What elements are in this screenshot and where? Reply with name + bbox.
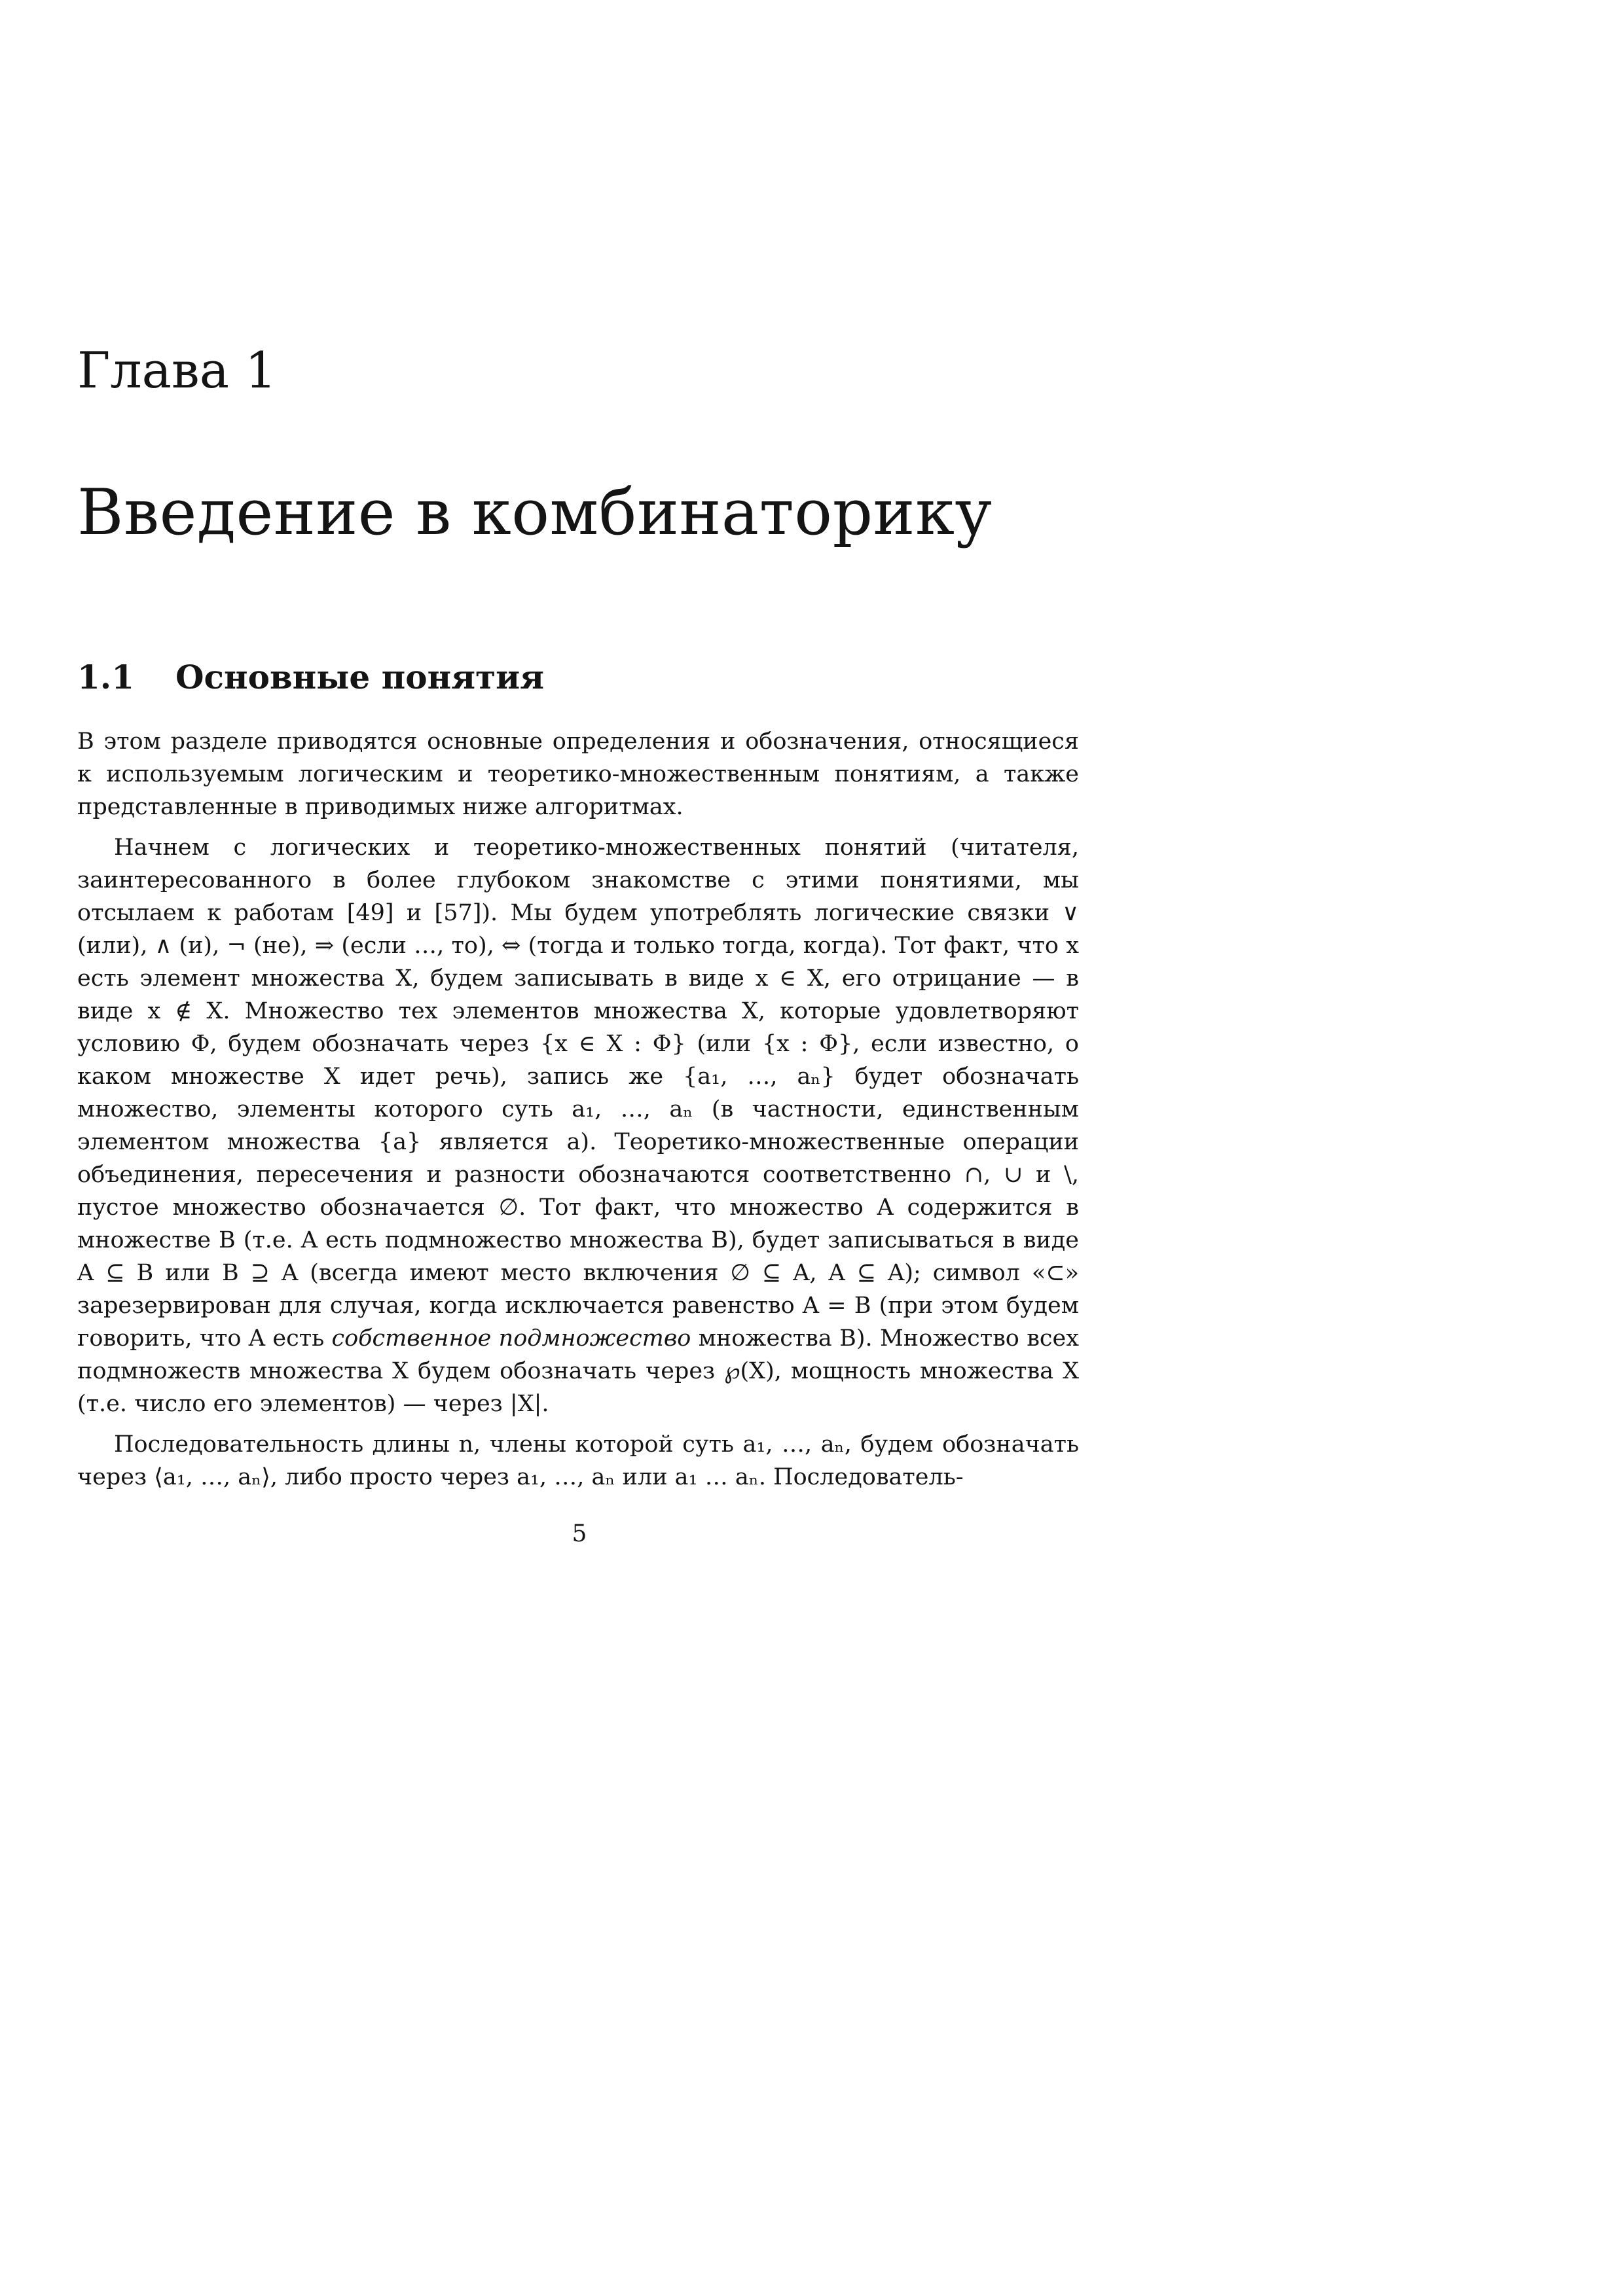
paragraph-2 [77, 831, 1079, 1420]
paragraph-2-main: Начнем с логических и теоретико-множественных понятий (читателя, заинтересованного в более глубоком знакомстве с этими понятиями, мы отсылаем к работам [49] и [57]). Мы будем употреблять логические связки ∨ (или), ∧ (и), ¬ (не), ⇒ (если …, то), ⇔ (тогда и только тогда, когда). Тот факт, что x есть элемент множества X, будем записывать в виде x ∈ X, его отрицание — в виде x ∉ X. Множество тех элементов множества X, которые удовлетворяют условию Φ, будем обозначать через {x ∈ X : Φ} (или {x : Φ}, если известно, о каком множестве X идет речь), запись же {a₁, …, aₙ} будет обозначать множество, элементы которого суть a₁, …, aₙ (в частности, единственным элементом множества {a} является a). Теоретико-множественные операции объединения, пересечения и разности обозначаются соответственно ∩, ∪ и \, пустое множество обозначается ∅. Тот факт, что множество A содержится в множестве B (т.е. A есть подмножество множества B), будет записываться в виде A ⊆ B или B ⊇ A (всегда имеют место включения ∅ ⊆ A, A ⊆ A); символ «⊂» зарезервирован для случая, когда исключается равенство A = B (при этом будем говорить, что A есть [77, 834, 1079, 1352]
body-text [77, 725, 1079, 1494]
paragraph-2-tail: множества B). Множество всех подмножеств множества X будем обозначать через ℘(X), мощность множества X (т.е. число его элементов) — через |X|. [77, 1325, 1079, 1417]
section-number: 1.1 [77, 658, 134, 696]
section-title: Основные понятия [175, 658, 545, 696]
chapter-title: Введение в комбинаторику [77, 476, 993, 549]
section-heading [77, 658, 545, 696]
chapter-label: Глава 1 [77, 341, 277, 399]
paragraph-1: В этом разделе приводятся основные определения и обозначения, относящиеся к используемым логическим и теоретико-множественным понятиям, а также представленные в приводимых ниже алгоритмах. [77, 728, 1079, 820]
page-number: 5 [572, 1520, 587, 1547]
paragraph-2-italic-term: собственное подмножество [331, 1325, 691, 1352]
paragraph-3: Последовательность длины n, члены которой суть a₁, …, aₙ, будем обозначать через ⟨a₁, …, aₙ⟩, либо просто через a₁, …, aₙ или a₁ … aₙ. Последователь- [77, 1431, 1079, 1490]
